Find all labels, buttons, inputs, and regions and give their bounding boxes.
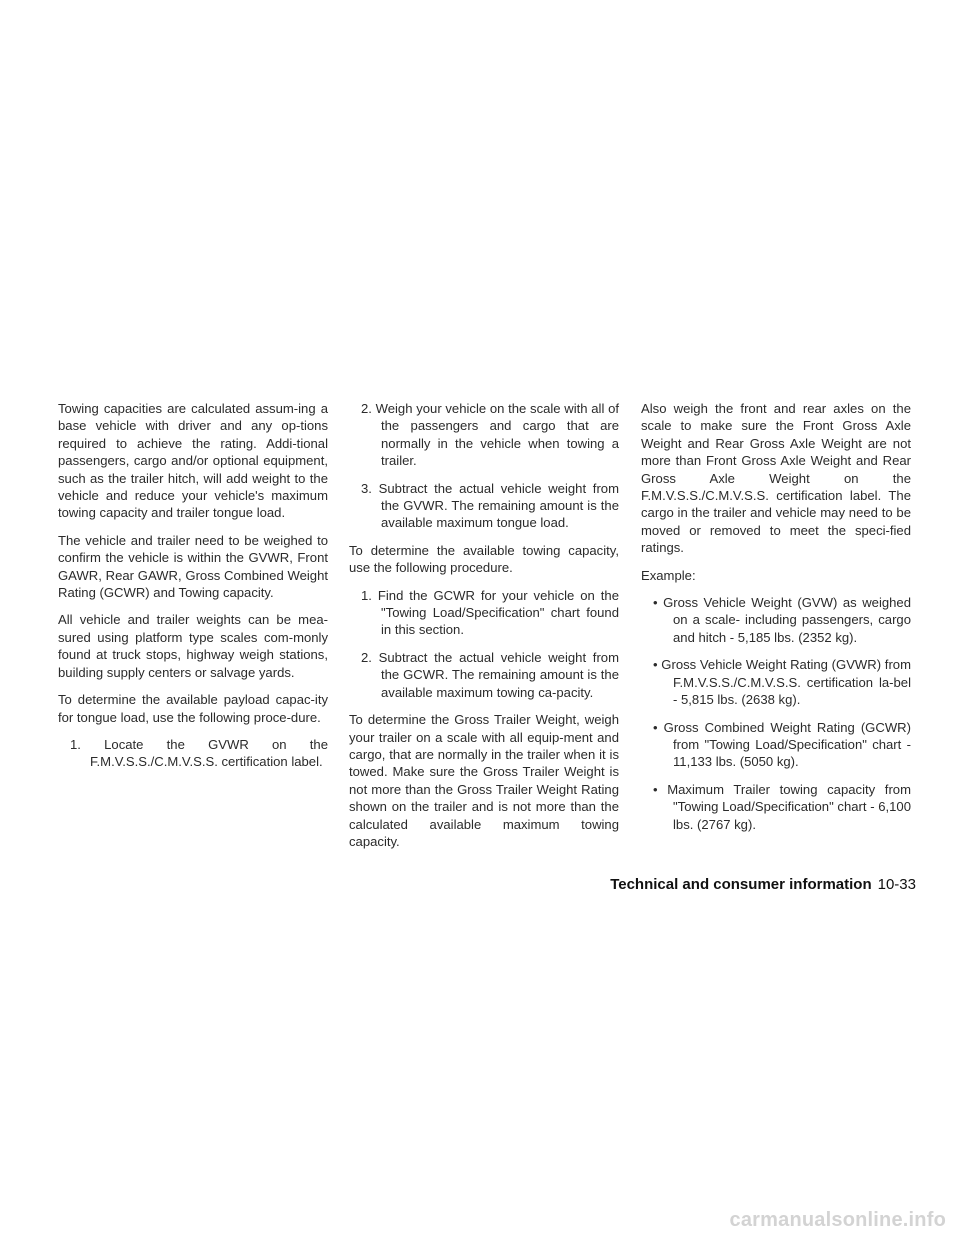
payload-step-1: 1. Locate the GVWR on the F.M.V.S.S./C.M.V.S.S. certification label. bbox=[70, 736, 328, 770]
towing-step-2: 2. Subtract the actual vehicle weight from the GCWR. The remaining amount is the available maximum towing ca-pacity. bbox=[361, 649, 619, 700]
watermark: carmanualsonline.info bbox=[729, 1209, 946, 1231]
column-2 bbox=[349, 400, 619, 860]
paragraph-payload-procedure: To determine the available payload capac-ity for tongue load, use the following proce-dure. bbox=[58, 692, 328, 725]
footer-page-number: 10-33 bbox=[877, 876, 916, 893]
paragraph-towing-procedure: To determine the available towing capacity, use the following procedure. bbox=[349, 542, 619, 576]
paragraph-platform-scales: All vehicle and trailer weights can be mea-sured using platform type scales com-monly found at truck stops, highway weigh stations, building supply centers or salvage yards. bbox=[58, 612, 328, 680]
column-3 bbox=[641, 400, 911, 843]
example-bullet-gvw: • Gross Vehicle Weight (GVW) as weighed on a scale- including passengers, cargo and hitch - 5,185 lbs. (2352 kg). bbox=[653, 595, 911, 645]
payload-step-2: 2. Weigh your vehicle on the scale with all of the passengers and cargo that are normally in the vehicle when towing a trailer. bbox=[361, 401, 619, 469]
example-bullet-max-trailer: • Maximum Trailer towing capacity from "Towing Load/Specification" chart - 6,100 lbs. (2767 kg). bbox=[653, 781, 911, 832]
example-bullet-gcwr: • Gross Combined Weight Rating (GCWR) from "Towing Load/Specification" chart - 11,133 lbs. (5050 kg). bbox=[653, 719, 911, 770]
paragraph-weigh-vehicle-trailer: The vehicle and trailer need to be weighed to confirm the vehicle is within the GVWR, Front GAWR, Rear GAWR, Gross Combined Weight Rating (GCWR) and Towing capacity. bbox=[58, 532, 328, 601]
example-label: Example: bbox=[641, 567, 696, 583]
footer-section-title: Technical and consumer information bbox=[610, 876, 872, 893]
paragraph-axle-weights: Also weigh the front and rear axles on the scale to make sure the Front Gross Axle Weight and Rear Gross Axle Weight are not more than Front Gross Axle Weight and Rear Gross Axle Weight on the F.M.V.S.S./C.M.V.S.S. certification label. The cargo in the trailer and vehicle may need to be moved or removed to meet the speci-fied ratings. bbox=[641, 401, 911, 556]
payload-step-3: 3. Subtract the actual vehicle weight from the GVWR. The remaining amount is the available maximum tongue load. bbox=[361, 480, 619, 531]
column-1 bbox=[58, 400, 328, 781]
towing-step-1: 1. Find the GCWR for your vehicle on the "Towing Load/Specification" chart found in this section. bbox=[361, 587, 619, 638]
paragraph-towing-capacities: Towing capacities are calculated assum-ing a base vehicle with driver and any op-tions required to achieve the rating. Addi-tional passengers, cargo and/or optional equipment, such as the trailer hitch, will add weight to the vehicle and reduce your vehicle's maximum towing capacity and trailer tongue load. bbox=[58, 401, 328, 521]
page-footer bbox=[610, 876, 916, 893]
example-bullet-gvwr: • Gross Vehicle Weight Rating (GVWR) from F.M.V.S.S./C.M.V.S.S. certification la-bel - 5,815 lbs. (2638 kg). bbox=[653, 657, 911, 708]
paragraph-gross-trailer-weight: To determine the Gross Trailer Weight, weigh your trailer on a scale with all equip-ment and cargo, that are normally in the trailer when it is towed. Make sure the Gross Trailer Weight is not more than the Gross Trailer Weight Rating shown on the trailer and is not more than the calculated available maximum towing capacity. bbox=[349, 712, 619, 849]
